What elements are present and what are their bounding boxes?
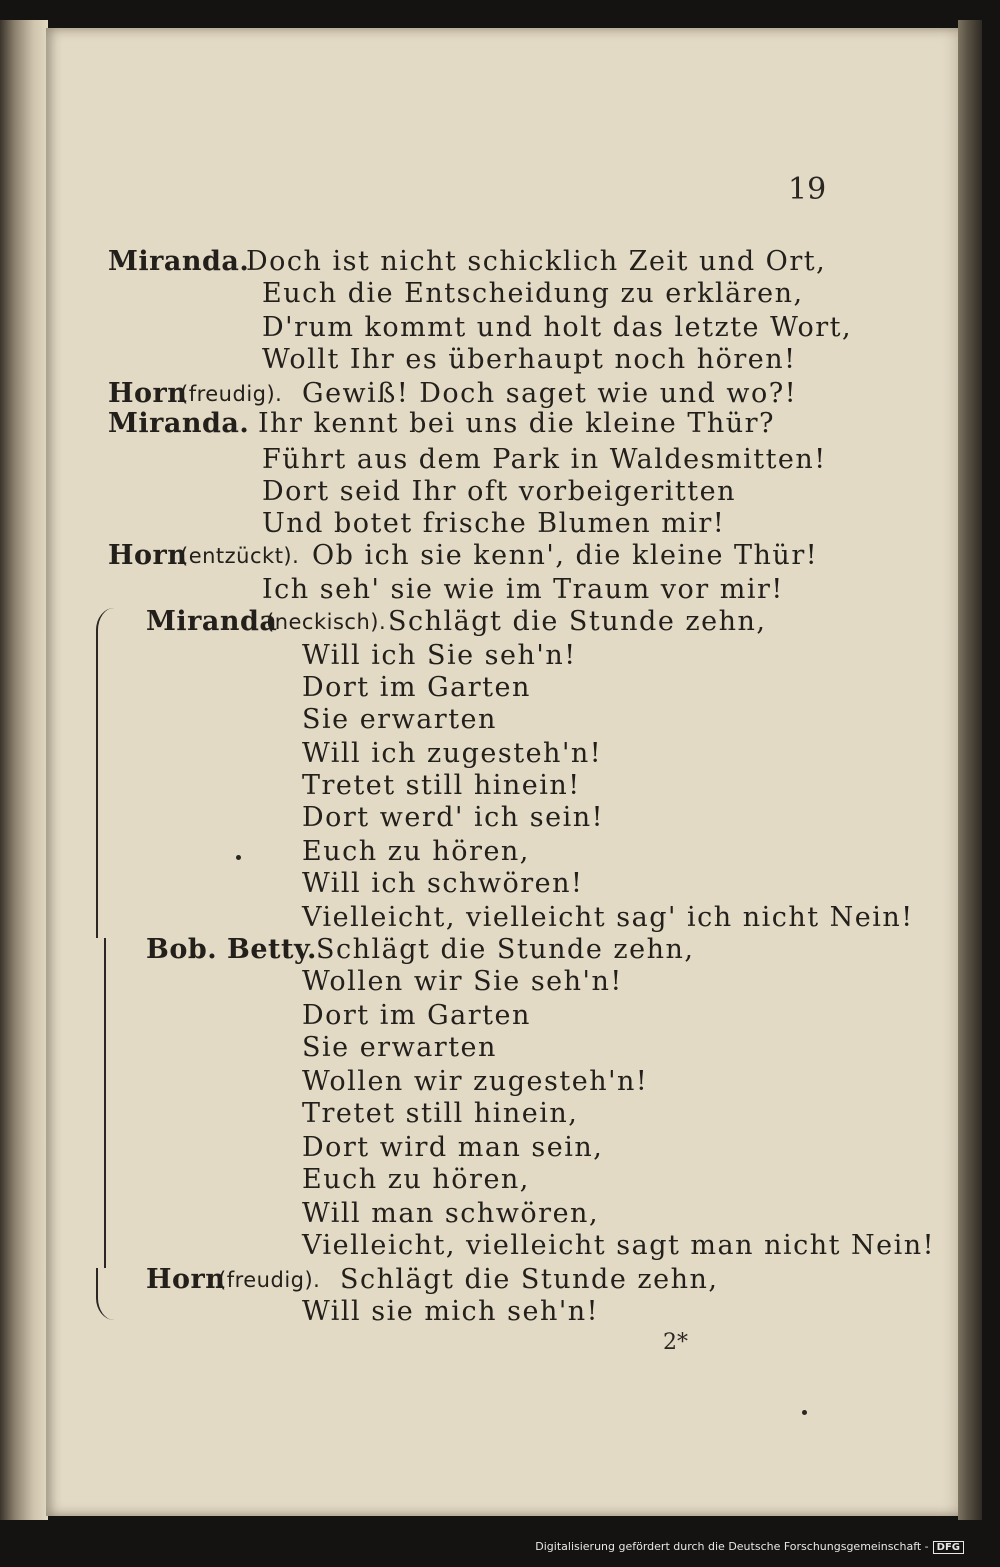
ink-speck	[802, 1410, 807, 1415]
verse-line: Dort werd' ich sein!	[302, 802, 604, 833]
verse-line: Ich seh' sie wie im Traum vor mir!	[262, 574, 784, 605]
verse-line: D'rum kommt und holt das letzte Wort,	[262, 312, 853, 343]
digitization-credit	[535, 1540, 964, 1554]
stage-direction: (entzückt).	[180, 544, 300, 568]
verse-line: Ihr kennt bei uns die kleine Thür?	[258, 408, 776, 439]
verse-line: Will ich Sie seh'n!	[302, 640, 577, 671]
verse-line: Und botet frische Blumen mir!	[262, 508, 726, 539]
verse-line: Führt aus dem Park in Waldesmitten!	[262, 444, 827, 475]
ensemble-brace-upper	[96, 608, 120, 938]
verse-line: Wollt Ihr es überhaupt noch hören!	[262, 344, 797, 375]
verse-line: Sie erwarten	[302, 1032, 497, 1063]
verse-line: Vielleicht, vielleicht sag' ich nicht Nein!	[302, 902, 914, 933]
stage-direction: (freudig).	[180, 382, 283, 406]
verse-line: Schlägt die Stunde zehn,	[316, 934, 695, 965]
verse-line: Tretet still hinein!	[302, 770, 581, 801]
verse-line: Ob ich sie kenn', die kleine Thür!	[312, 540, 819, 571]
dfg-logo: DFG	[933, 1541, 964, 1554]
verse-line: Euch zu hören,	[302, 836, 530, 867]
verse-line: Dort wird man sein,	[302, 1132, 604, 1163]
ensemble-brace-middle	[104, 938, 120, 1268]
verse-line: Doch ist nicht schicklich Zeit und Ort,	[246, 246, 827, 277]
verse-line: Sie erwarten	[302, 704, 497, 735]
stage-direction: (freudig).	[218, 1268, 321, 1292]
verse-line: Dort im Garten	[302, 1000, 531, 1031]
page-number: 19	[788, 172, 827, 207]
verse-line: Will ich zugesteh'n!	[302, 738, 603, 769]
speaker-name: Horn	[108, 378, 188, 409]
speaker-name: Horn	[108, 540, 188, 571]
verse-line: Wollen wir Sie seh'n!	[302, 966, 623, 997]
stage-direction: (neckisch).	[266, 610, 387, 634]
speaker-name: Miranda.	[108, 246, 250, 277]
verse-line: Dort seid Ihr oft vorbeigeritten	[262, 476, 736, 507]
speaker-name: Horn	[146, 1264, 226, 1295]
verse-line: Will sie mich seh'n!	[302, 1296, 600, 1327]
verse-line: Euch zu hören,	[302, 1164, 530, 1195]
verse-line: Schlägt die Stunde zehn,	[388, 606, 767, 637]
verse-line: Will ich schwören!	[302, 868, 584, 899]
ensemble-brace-lower	[96, 1268, 120, 1320]
signature-mark: 2*	[663, 1330, 688, 1355]
book-edge-right	[958, 20, 982, 1520]
verse-line: Wollen wir zugesteh'n!	[302, 1066, 649, 1097]
verse-line: Schlägt die Stunde zehn,	[340, 1264, 719, 1295]
verse-line: Will man schwören,	[302, 1198, 600, 1229]
speaker-name: Bob. Betty.	[146, 934, 317, 965]
verse-line: Dort im Garten	[302, 672, 531, 703]
speaker-name: Miranda	[146, 606, 278, 637]
verse-line: Euch die Entscheidung zu erklären,	[262, 278, 804, 309]
speaker-name: Miranda.	[108, 408, 250, 439]
book-edge-left	[0, 20, 48, 1520]
verse-line: Tretet still hinein,	[302, 1098, 579, 1129]
credit-text: Digitalisierung gefördert durch die Deutsche Forschungsgemeinschaft -	[535, 1540, 929, 1553]
verse-line: Gewiß! Doch saget wie und wo?!	[302, 378, 798, 409]
ink-speck	[236, 855, 241, 860]
verse-line: Vielleicht, vielleicht sagt man nicht Nein!	[302, 1230, 936, 1261]
